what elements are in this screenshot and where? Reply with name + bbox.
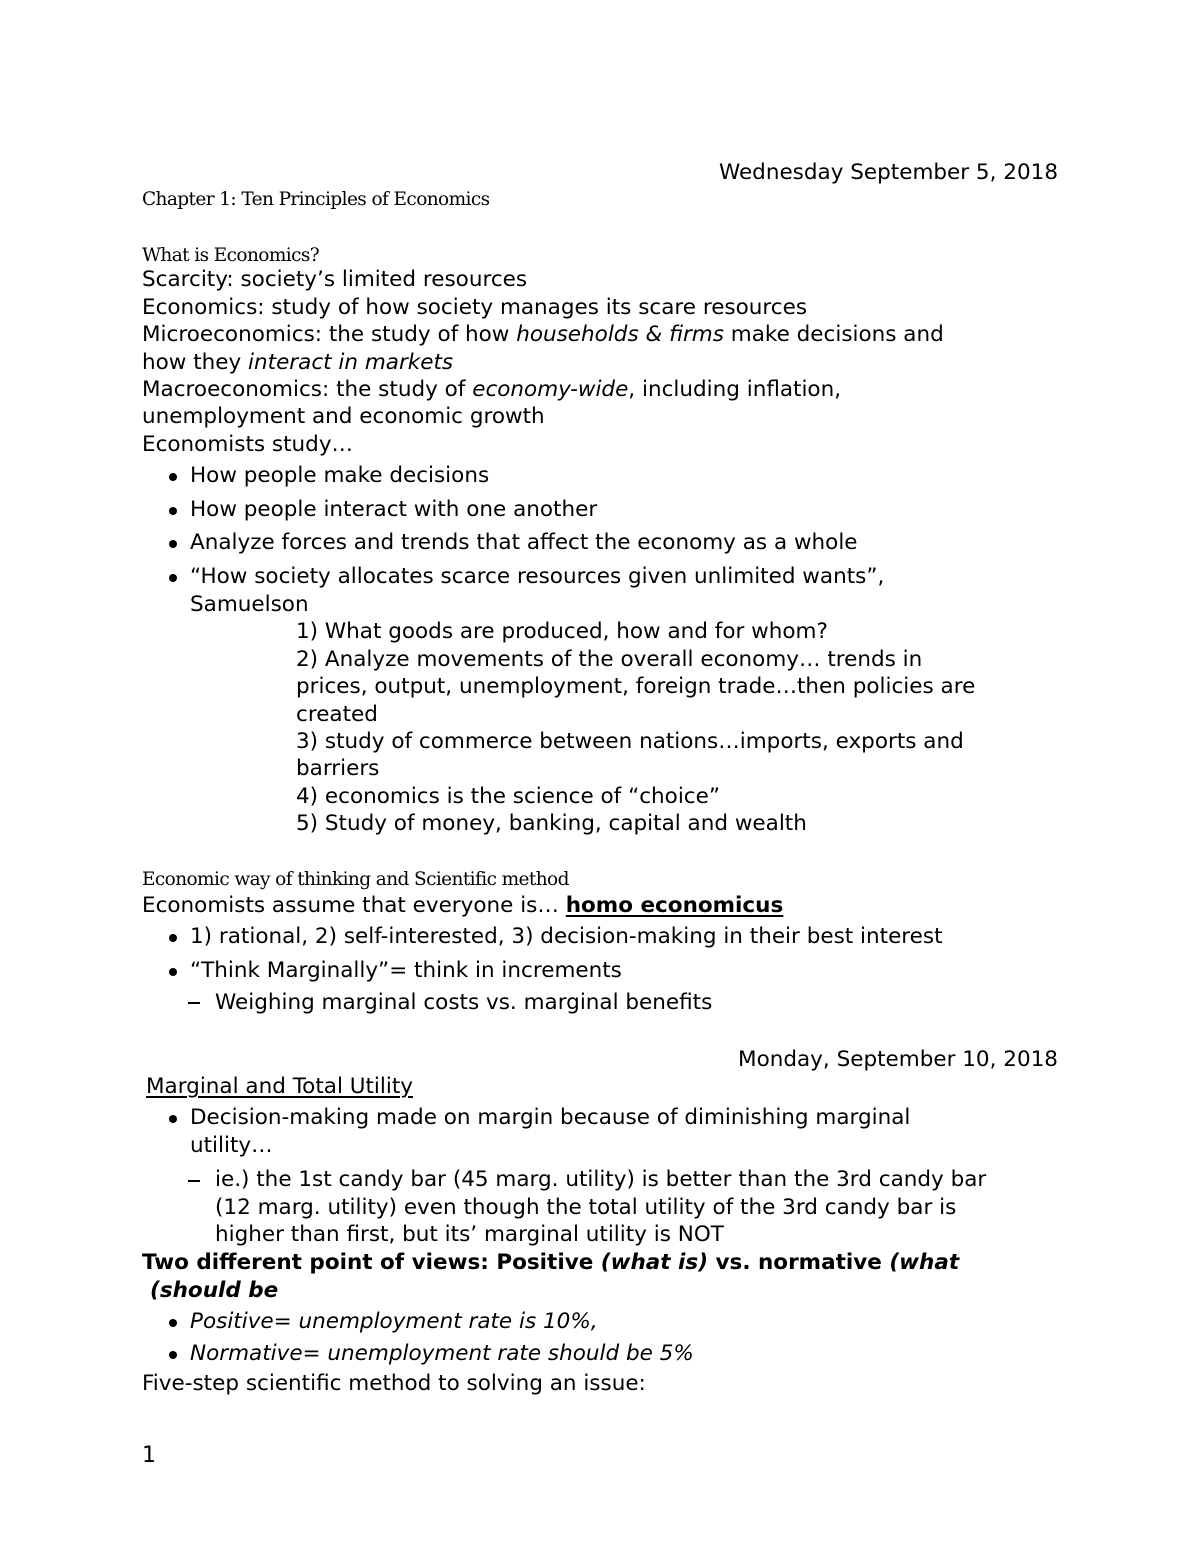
chapter-title: Chapter 1: Ten Principles of Economics [142, 189, 490, 210]
list-item-continuation: Samuelson [190, 592, 309, 617]
dash-icon [188, 1180, 200, 1182]
bullet-icon [169, 540, 177, 548]
macro-text: Macroeconomics: the study of [142, 377, 473, 402]
numbered-item: 4) economics is the science of “choice” [296, 784, 720, 809]
section-heading-marginal-utility: Marginal and Total Utility [146, 1074, 413, 1099]
scarcity-line: Scarcity: society’s limited resources [142, 267, 528, 292]
micro-line2-text: how they [142, 350, 249, 375]
macroeconomics-line-1 [142, 376, 841, 403]
views-emphasis-positive: (what is) [600, 1250, 709, 1275]
numbered-item-continuation: prices, output, unemployment, foreign trade…then policies are [296, 674, 976, 699]
macroeconomics-line-2: unemployment and economic growth [142, 404, 545, 429]
section-heading-what-is-economics: What is Economics? [142, 245, 320, 266]
macro-emphasis: economy-wide [472, 377, 629, 402]
numbered-item: 1) What goods are produced, how and for whom? [296, 619, 828, 644]
dash-icon [188, 1002, 200, 1004]
bullet-icon [169, 507, 177, 515]
list-item: How people interact with one another [190, 497, 598, 522]
numbered-item-continuation: created [296, 702, 378, 727]
assumption-line [142, 892, 783, 919]
bullet-icon [169, 473, 177, 481]
list-item: “How society allocates scarce resources given unlimited wants”, [190, 564, 885, 589]
microeconomics-line-2 [142, 349, 453, 376]
list-item: Positive= unemployment rate is 10%, [190, 1309, 598, 1334]
assumption-text: Economists assume that everyone is… [142, 893, 566, 918]
list-item-continuation: utility… [190, 1133, 273, 1158]
bullet-icon [169, 934, 177, 942]
bullet-icon [169, 968, 177, 976]
list-item: Decision-making made on margin because of diminishing marginal [190, 1105, 911, 1130]
economists-study-intro: Economists study… [142, 432, 354, 457]
views-text: Two different point of views: Positive [142, 1250, 601, 1275]
list-item: 1) rational, 2) self-interested, 3) decision-making in their best interest [190, 924, 943, 949]
views-text-mid: vs. normative [708, 1250, 890, 1275]
micro-line2-emphasis: interact in markets [248, 350, 454, 375]
numbered-item: 3) study of commerce between nations…imports, exports and [296, 729, 964, 754]
bullet-icon [169, 1319, 177, 1327]
micro-text: Microeconomics: the study of how [142, 322, 517, 347]
micro-text-end: make decisions and [723, 322, 944, 347]
date-heading-1: Wednesday September 5, 2018 [718, 160, 1058, 185]
page-number: 1 [142, 1443, 156, 1468]
section-heading-economic-thinking: Economic way of thinking and Scientific method [142, 869, 569, 890]
list-item: How people make decisions [190, 463, 490, 488]
list-item: Normative= unemployment rate should be 5% [190, 1341, 694, 1366]
points-of-view-line-2: (should be [150, 1278, 279, 1303]
views-emphasis-normative: (what [889, 1250, 960, 1275]
sub-list-item: ie.) the 1st candy bar (45 marg. utility) is better than the 3rd candy bar [215, 1167, 987, 1192]
list-item: Analyze forces and trends that affect the economy as a whole [190, 530, 858, 555]
sub-list-item-continuation: higher than first, but its’ marginal utility is NOT [215, 1222, 724, 1247]
numbered-item-continuation: barriers [296, 756, 380, 781]
sub-list-item-continuation: (12 marg. utility) even though the total utility of the 3rd candy bar is [215, 1195, 957, 1220]
date-heading-2: Monday, September 10, 2018 [738, 1047, 1058, 1072]
numbered-item: 5) Study of money, banking, capital and wealth [296, 811, 807, 836]
homo-economicus-term: homo economicus [565, 893, 784, 918]
points-of-view-line-1 [142, 1249, 959, 1276]
microeconomics-line-1 [142, 321, 944, 348]
bullet-icon [169, 1351, 177, 1359]
economics-definition: Economics: study of how society manages its scare resources [142, 295, 808, 320]
five-step-line: Five-step scientific method to solving an issue: [142, 1371, 646, 1396]
sub-list-item: Weighing marginal costs vs. marginal benefits [215, 990, 713, 1015]
numbered-item: 2) Analyze movements of the overall economy… trends in [296, 647, 923, 672]
micro-emphasis: households & firms [516, 322, 724, 347]
bullet-icon [169, 1115, 177, 1123]
macro-text-end: , including inflation, [628, 377, 842, 402]
bullet-icon [169, 574, 177, 582]
list-item: “Think Marginally”= think in increments [190, 958, 622, 983]
